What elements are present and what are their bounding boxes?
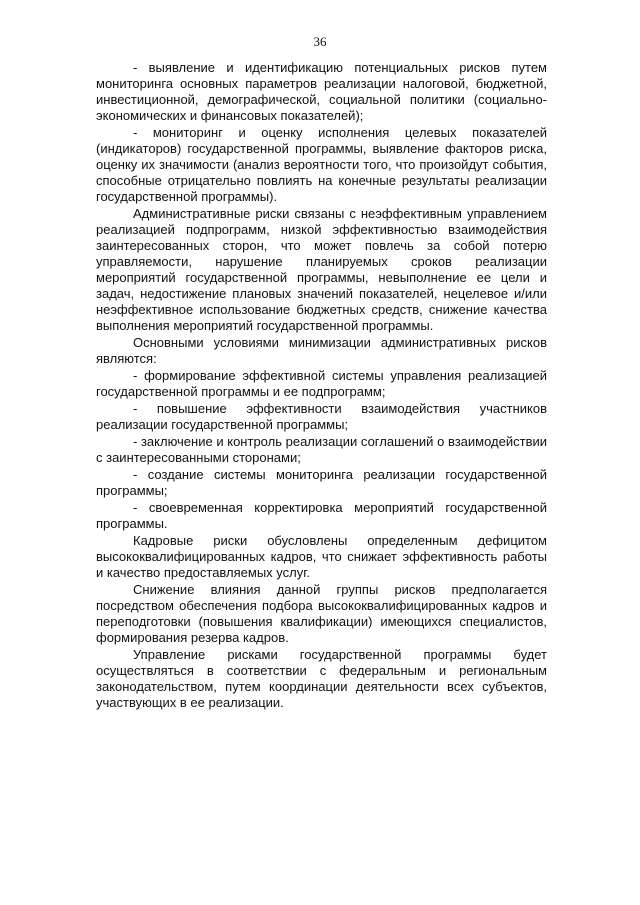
- page-number: 36: [313, 34, 327, 49]
- paragraph-risk-identification: - выявление и идентификацию потенциальных рисков путем мониторинга основных параметров реализации налоговой, бюджетной, инвестиционной, демографической, социальной политики (социально-экономических и финансовых показателей);: [96, 60, 547, 123]
- paragraph-interaction-efficiency: - повышение эффективности взаимодействия участников реализации государственной программы;: [96, 401, 547, 432]
- paragraph-agreements-control: - заключение и контроль реализации соглашений о взаимодействии с заинтересованными сторонами;: [96, 434, 547, 465]
- paragraph-management-system: - формирование эффективной системы управления реализацией государственной программы и ее подпрограмм;: [96, 368, 547, 399]
- paragraph-risk-management: Управление рисками государственной программы будет осуществляться в соответствии с федеральным и региональным законодательством, путем координации деятельности всех субъектов, участвующих в ее реализации.: [96, 647, 547, 710]
- paragraph-monitoring-system: - создание системы мониторинга реализации государственной программы;: [96, 467, 547, 498]
- paragraph-administrative-risks: Административные риски связаны с неэффективным управлением реализацией подпрограмм, низкой эффективностью взаимодействия заинтересованных сторон, что может повлечь за собой потерю управляемости, нарушение планируемых сроков реализации мероприятий государственной программы, невыполнение ее цели и задач, недостижение плановых значений показателей, нецелевое и/или неэффективное использование бюджетных средств, снижение качества выполнения мероприятий государственной программы.: [96, 206, 547, 333]
- paragraph-risk-reduction: Снижение влияния данной группы рисков предполагается посредством обеспечения подбора высококвалифицированных кадров и переподготовки (повышения квалификации) имеющихся специалистов, формирования резерва кадров.: [96, 582, 547, 645]
- paragraph-minimization-conditions: Основными условиями минимизации административных рисков являются:: [96, 335, 547, 366]
- paragraph-indicator-monitoring: - мониторинг и оценку исполнения целевых показателей (индикаторов) государственной программы, выявление факторов риска, оценку их значимости (анализ вероятности того, что произойдут события, способные отрицательно повлиять на конечные результаты реализации государственной программы).: [96, 125, 547, 204]
- document-body: [96, 60, 547, 712]
- paragraph-timely-correction: - своевременная корректировка мероприятий государственной программы.: [96, 500, 547, 531]
- paragraph-personnel-risks: Кадровые риски обусловлены определенным дефицитом высококвалифицированных кадров, что снижает эффективность работы и качество предоставляемых услуг.: [96, 533, 547, 580]
